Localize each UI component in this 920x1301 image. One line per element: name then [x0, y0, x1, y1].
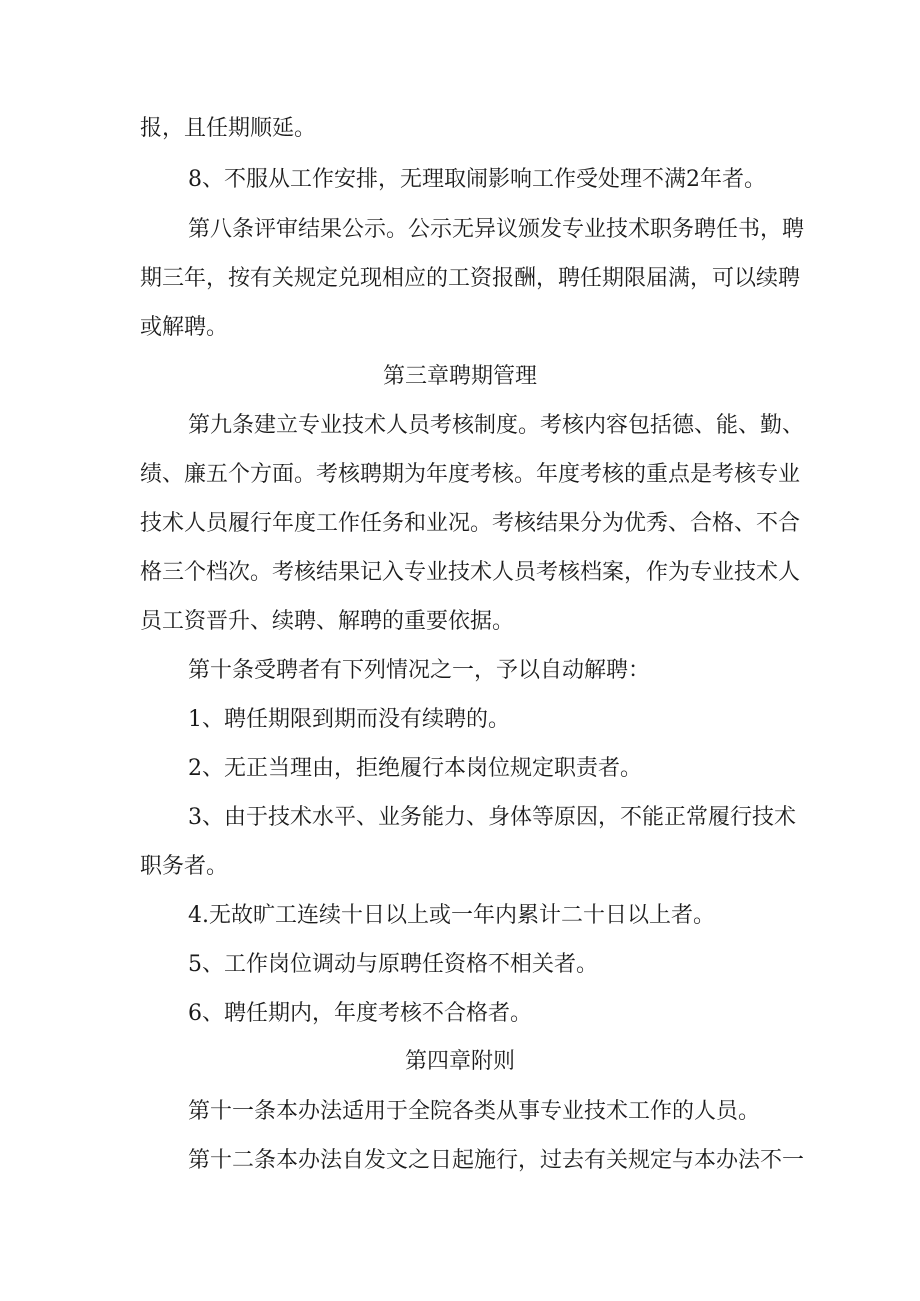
list-item: 1、聘任期限到期而没有续聘的。 [188, 707, 510, 732]
article-10-line: 第十条受聘者有下列情况之一，予以自动解聘： [188, 658, 651, 683]
text-line: 技术人员履行年度工作任务和业况。考核结果分为优秀、合格、不合 [140, 511, 801, 536]
article-9-line: 第九条建立专业技术人员考核制度。考核内容包括德、能、勤、 [188, 413, 805, 438]
text-line: 格三个档次。考核结果记入专业技术人员考核档案，作为专业技术人 [140, 560, 801, 585]
list-item: 8、不服从工作安排，无理取闹影响工作受处理不满2年者。 [188, 167, 766, 192]
list-item: 4.无故旷工连续十日以上或一年内累计二十日以上者。 [188, 903, 715, 928]
chapter-heading: 第四章附则 [404, 1049, 515, 1074]
article-11-line: 第十一条本办法适用于全院各类从事专业技术工作的人员。 [188, 1099, 761, 1124]
article-12-line: 第十二条本办法自发文之日起施行，过去有关规定与本办法不一 [188, 1148, 805, 1173]
text-line: 报，且任期顺延。 [140, 116, 317, 141]
list-item: 2、无正当理由，拒绝履行本岗位规定职责者。 [188, 756, 642, 781]
text-line: 职务者。 [140, 854, 229, 879]
text-line: 员工资晋升、续聘、解聘的重要依据。 [140, 609, 515, 634]
article-8-line: 第八条评审结果公示。公示无异议颁发专业技术职务聘任书，聘 [188, 217, 805, 242]
text-line: 期三年，按有关规定兑现相应的工资报酬，聘任期限届满，可以续聘 [140, 266, 801, 291]
list-item: 6、聘任期内，年度考核不合格者。 [188, 1001, 532, 1026]
chapter-heading: 第三章聘期管理 [382, 364, 537, 389]
list-item: 5、工作岗位调动与原聘任资格不相关者。 [188, 952, 598, 977]
text-line: 绩、廉五个方面。考核聘期为年度考核。年度考核的重点是考核专业 [140, 462, 801, 487]
text-line: 或解聘。 [140, 315, 229, 340]
list-item: 3、由于技术水平、业务能力、身体等原因，不能正常履行技术 [188, 805, 796, 830]
